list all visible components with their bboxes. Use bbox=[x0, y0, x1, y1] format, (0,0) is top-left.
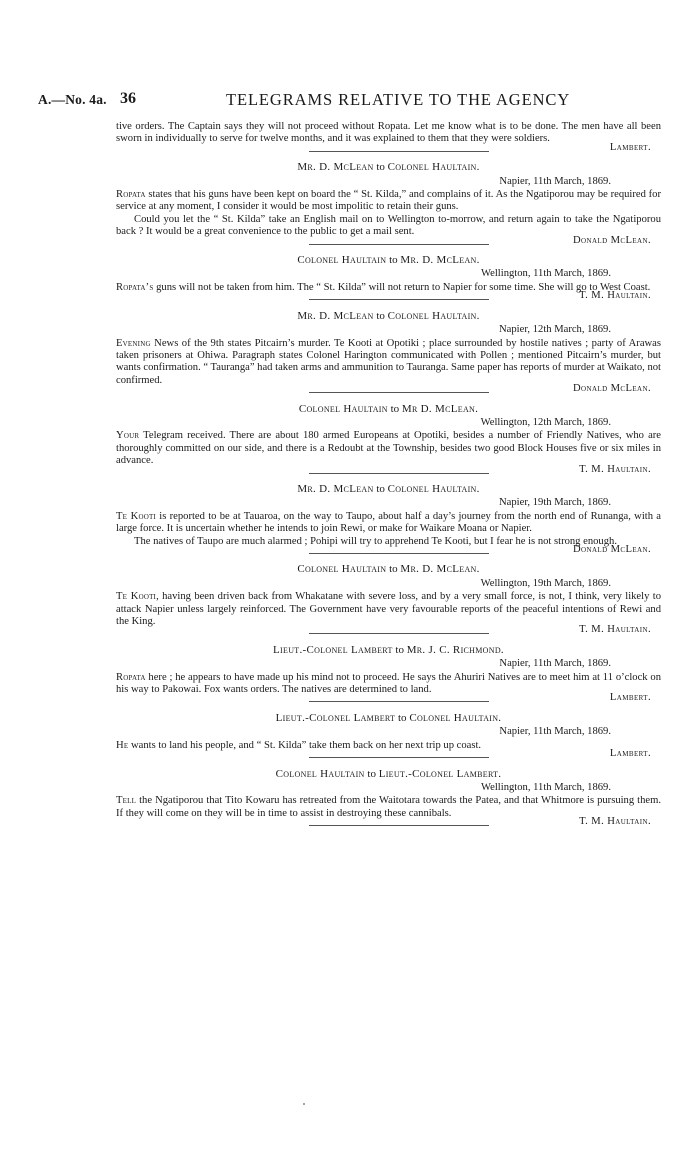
recipient: Lieut.-Colonel Lambert. bbox=[378, 767, 502, 780]
page-number: 36 bbox=[120, 90, 136, 107]
telegram bbox=[116, 768, 661, 836]
lead-word: Your bbox=[116, 430, 140, 442]
spacer bbox=[116, 476, 661, 483]
heading-connector: to bbox=[376, 161, 385, 174]
paragraph-text: , having been driven back from Whakatane with severe loss, and by a very small force, is not, I think, very likely to attack Napier unless largely reinforced. The Government have very favourable reports of the peaceful intentions of Rewi and the King. bbox=[116, 591, 661, 628]
heading-connector: to bbox=[390, 402, 400, 415]
telegram-paragraph bbox=[116, 430, 661, 467]
recipient: Mr D. McLean. bbox=[401, 402, 479, 415]
separator-rule bbox=[309, 553, 489, 554]
dateline: Wellington, 11th March, 1869. bbox=[481, 268, 611, 280]
paragraph-text: here ; he appears to have made up his mind not to proceed. He says the Ahuriri Natives are to meet him at 11 o’clock on his way to Pakowai. Fox wants orders. The natives are determined to land. bbox=[116, 671, 661, 696]
spacer bbox=[116, 556, 661, 563]
spacer bbox=[116, 154, 661, 161]
telegram bbox=[116, 254, 661, 310]
recipient: Colonel Haultain. bbox=[387, 161, 480, 174]
paragraph-text: News of the 9th states Pitcairn’s murder. Te Kooti at Opotiki ; place surrounded by hostile natives ; party of Arawas taken prisoners at Ohiwa. Paragraph states Colonel Harington communicated with Pollen ; mentioned Pitcairn’s murder, but wants confirmation. “ Tauranga” had taken arms and ammunition to Tauranga. Same paper has reports of murder at Waikato, not confirmed. bbox=[116, 337, 661, 386]
telegram bbox=[116, 563, 661, 643]
telegram bbox=[116, 712, 661, 768]
heading-connector: to bbox=[367, 767, 376, 780]
dateline: Napier, 12th March, 1869. bbox=[499, 324, 611, 336]
signature: T. M. Haultain. bbox=[579, 290, 651, 302]
recipient: Colonel Haultain. bbox=[387, 482, 480, 495]
telegram bbox=[116, 483, 661, 563]
recipient: Colonel Haultain. bbox=[409, 711, 502, 724]
paragraph-text: The natives of Taupo are much alarmed ; Pohipi will try to apprehend Te Kooti, but I fear he is not strong enough. bbox=[134, 535, 617, 547]
telegram-heading bbox=[116, 403, 661, 415]
telegram bbox=[116, 644, 661, 712]
lead-word: Te Kooti bbox=[116, 510, 156, 522]
telegram-list bbox=[116, 161, 661, 835]
spacer bbox=[116, 761, 661, 768]
signature: Donald McLean. bbox=[573, 544, 651, 555]
lead-word: Tell bbox=[116, 795, 137, 807]
heading-connector: to bbox=[395, 643, 404, 656]
paragraph-text: states that his guns have been kept on board the “ St. Kilda,” and complains of it. As the Ngatiporou may be required for service at any moment, I consider it would be most impolitic to retain their guns. bbox=[116, 189, 661, 213]
lead-word: Ropata bbox=[116, 671, 146, 683]
dateline: Napier, 19th March, 1869. bbox=[499, 497, 611, 509]
sender: Colonel Haultain bbox=[297, 563, 387, 576]
telegram-paragraph bbox=[116, 511, 661, 536]
lead-word: Ropata’s bbox=[116, 281, 154, 293]
recipient: Mr. J. C. Richmond. bbox=[406, 643, 504, 656]
telegram-heading bbox=[116, 563, 661, 575]
paragraph-text: guns will not be taken from him. The “ St. Kilda” will not return to Napier for some time. She will go to West Coast. bbox=[153, 281, 651, 293]
separator-rule bbox=[309, 392, 489, 393]
recipient: Mr. D. McLean. bbox=[400, 254, 480, 267]
separator-rule bbox=[309, 757, 489, 758]
telegram-heading bbox=[116, 712, 661, 724]
signature: Lambert. bbox=[609, 748, 651, 760]
separator-rule bbox=[309, 473, 489, 474]
dateline: Wellington, 19th March, 1869. bbox=[480, 577, 611, 589]
dateline: Napier, 11th March, 1869. bbox=[499, 175, 611, 187]
telegram-heading bbox=[116, 310, 661, 322]
heading-connector: to bbox=[376, 482, 385, 495]
sender: Colonel Haultain bbox=[298, 402, 388, 415]
spacer bbox=[116, 247, 661, 254]
separator-rule bbox=[309, 633, 489, 634]
telegram bbox=[116, 403, 661, 483]
lead-word: Evening bbox=[116, 337, 151, 349]
recipient: Mr. D. McLean. bbox=[400, 563, 480, 576]
signature: T. M. Haultain. bbox=[579, 816, 651, 828]
page-body bbox=[116, 121, 661, 836]
recipient: Colonel Haultain. bbox=[387, 309, 480, 322]
sender: Colonel Haultain bbox=[275, 767, 365, 780]
spacer bbox=[116, 705, 661, 712]
lead-word: Te Kooti bbox=[116, 591, 157, 603]
paragraph-text: the Ngatiporou that Tito Kowaru has retreated from the Waitotara towards the Patea, and that Whitmore is pursuing them. If they will come on they will be in time to assist in destroying these cannibals. bbox=[116, 795, 661, 819]
separator-rule bbox=[309, 825, 489, 826]
telegram-paragraph bbox=[116, 591, 661, 628]
signature: Lambert. bbox=[609, 692, 651, 704]
dateline: Wellington, 11th March, 1869. bbox=[481, 781, 611, 793]
lead-word: He bbox=[116, 739, 129, 751]
telegram-paragraph bbox=[116, 189, 661, 214]
continued-paragraph: tive orders. The Captain says they will not proceed without Ropata. Let me know what is to be done. The men have all been sworn in individually to serve for twelve months, and it was explained to them that they were soldiers. bbox=[116, 121, 661, 145]
heading-connector: to bbox=[398, 711, 407, 724]
separator-rule bbox=[309, 701, 489, 702]
heading-connector: to bbox=[389, 254, 398, 267]
sender: Mr. D. McLean bbox=[297, 161, 374, 174]
telegram-heading bbox=[116, 644, 661, 656]
separator-rule bbox=[309, 244, 489, 245]
document-reference: A.—No. 4a. bbox=[38, 92, 107, 107]
telegram bbox=[116, 161, 661, 254]
page-header bbox=[38, 92, 660, 112]
spacer bbox=[116, 303, 661, 310]
signature: T. M. Haultain. bbox=[579, 624, 651, 636]
paragraph-text: Telegram received. There are about 180 armed Europeans at Opotiki, besides a number of Friendly Natives, who are thoroughly committed on our side, and there is a Redoubt at the Township, besides two good Block Houses five or six miles in advance. bbox=[116, 430, 661, 467]
separator-rule bbox=[309, 299, 489, 300]
printing-mark bbox=[303, 1103, 305, 1105]
spacer bbox=[116, 829, 661, 836]
heading-connector: to bbox=[376, 309, 385, 322]
dateline: Wellington, 12th March, 1869. bbox=[480, 416, 611, 428]
paragraph-text: wants to land his people, and “ St. Kilda” take them back on her next trip up coast. bbox=[128, 739, 482, 751]
sender: Colonel Haultain bbox=[297, 254, 387, 267]
separator-rule bbox=[309, 151, 489, 152]
sender: Lieut.-Colonel Lambert bbox=[275, 711, 396, 724]
telegram-paragraph bbox=[116, 338, 661, 388]
signature: Donald McLean. bbox=[573, 234, 651, 246]
spacer bbox=[116, 396, 661, 403]
telegram-heading bbox=[116, 254, 661, 266]
sender: Mr. D. McLean bbox=[297, 482, 374, 495]
signature: Donald McLean. bbox=[573, 383, 651, 395]
signature: T. M. Haultain. bbox=[579, 463, 651, 475]
paragraph-text: is reported to be at Tauaroa, on the way to Taupo, about half a day’s journey from the north end of Runanga, with a large force. It is uncertain whether he intends to join Rewi, or make for Waikare Moana or Napier. bbox=[116, 510, 661, 535]
telegram bbox=[116, 310, 661, 403]
dateline: Napier, 11th March, 1869. bbox=[499, 726, 611, 738]
telegram-heading bbox=[116, 161, 661, 173]
lead-word: Ropata bbox=[116, 189, 146, 201]
telegram-heading bbox=[116, 768, 661, 780]
sender: Mr. D. McLean bbox=[297, 309, 374, 322]
running-title: TELEGRAMS RELATIVE TO THE AGENCY bbox=[226, 90, 571, 109]
paragraph-text: Could you let the “ St. Kilda” take an English mail on to Wellington to-morrow, and return again to take the Ngatiporou back ? It would be a great convenience to the public to get a mail sent. bbox=[116, 213, 661, 238]
telegram-heading bbox=[116, 483, 661, 495]
dateline: Napier, 11th March, 1869. bbox=[499, 658, 611, 670]
signature: Lambert. bbox=[609, 141, 651, 153]
sender: Lieut.-Colonel Lambert bbox=[273, 643, 393, 656]
spacer bbox=[116, 637, 661, 644]
heading-connector: to bbox=[389, 563, 398, 576]
